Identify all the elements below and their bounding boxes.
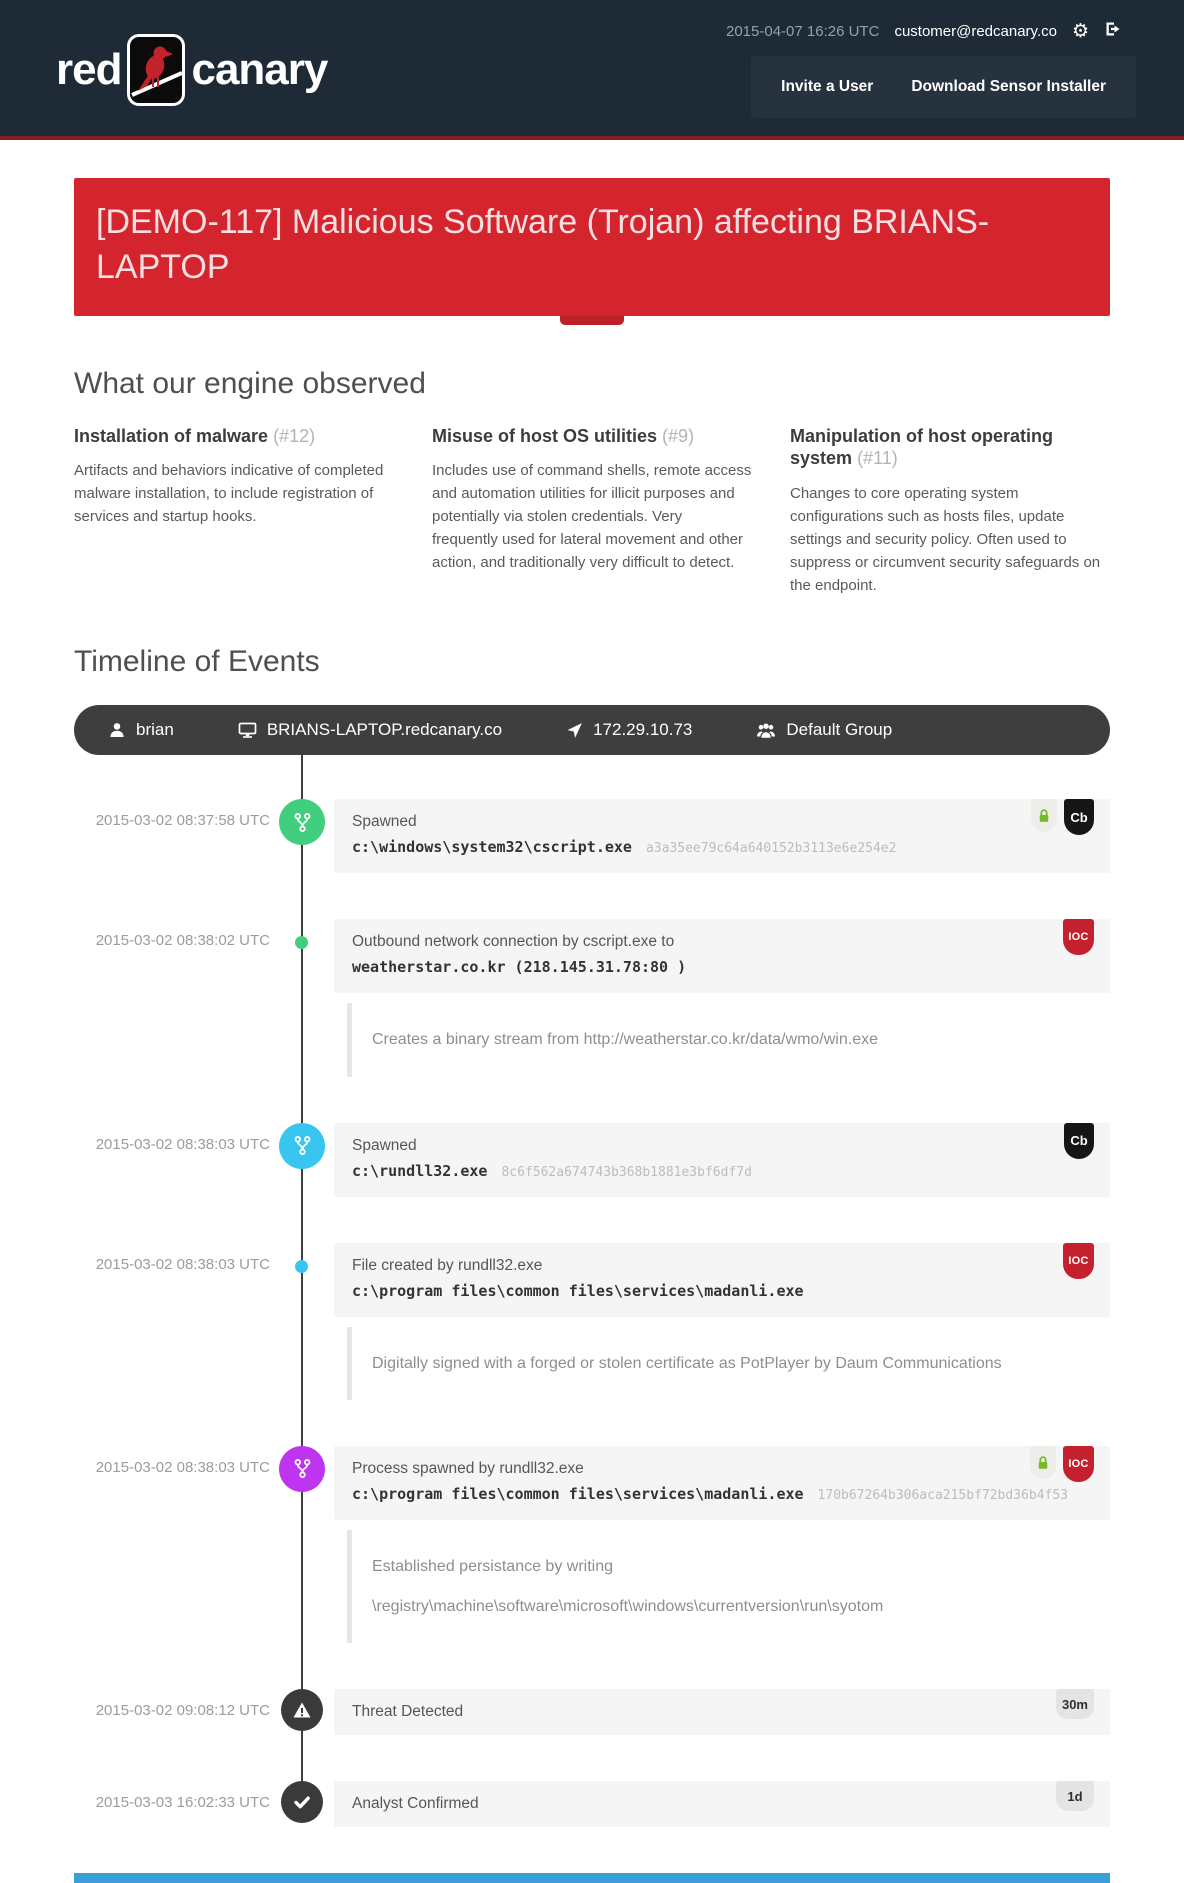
event-timestamp: 2015-03-02 08:37:58 UTC: [95, 812, 270, 830]
md5-hash: 170b67264b306aca215bf72bd36b4f53: [817, 1487, 1068, 1503]
event-timestamp: 2015-03-02 08:38:03 UTC: [95, 1458, 270, 1476]
host-ip: [566, 720, 692, 740]
event-card[interactable]: [334, 1781, 1110, 1827]
note-text: Creates a binary stream from http://weatherstar.co.kr/data/wmo/win.exe: [372, 1031, 878, 1049]
lock-icon: [1036, 807, 1052, 824]
timeline-event: [74, 1243, 1110, 1400]
analyst-note: [347, 1530, 1110, 1643]
detection-ref: (#11): [857, 448, 898, 469]
sign-out-icon[interactable]: [1104, 20, 1122, 42]
process-spawn-node-icon: [279, 1446, 325, 1492]
md5-hash: a3a35ee79c64a640152b3113e6e254e2: [645, 841, 897, 857]
timeline-event: [74, 1123, 1110, 1197]
event-title: Spawned: [352, 813, 417, 831]
event-title: Outbound network connection by cscript.exe to: [352, 933, 675, 951]
navbar-actions: [751, 56, 1136, 118]
event-card[interactable]: [334, 1446, 1110, 1520]
analyst-note: [347, 1003, 1110, 1076]
timeline-event: [74, 799, 1110, 873]
detection-installation-of-malware: [74, 425, 394, 598]
timeline-heading: Timeline of Events: [74, 645, 320, 679]
banner-collapse-handle[interactable]: [560, 316, 624, 325]
event-title: Analyst Confirmed: [352, 1795, 479, 1813]
host-ip-label: 172.29.10.73: [593, 720, 693, 740]
detection-title: Manipulation of host operating system (#11): [790, 425, 1053, 469]
note-text: Digitally signed with a forged or stolen certificate as PotPlayer by Daum Communications: [372, 1354, 1002, 1372]
logo-text-red: red: [56, 45, 122, 94]
isolation-lock-badge: [1030, 1446, 1056, 1479]
redcanary-logo[interactable]: [56, 34, 327, 106]
md5-hash: 8c6f562a674743b368b1881e3bf6df7d: [501, 1164, 752, 1180]
carbon-black-badge: Cb: [1064, 1123, 1094, 1159]
download-sensor-installer-button[interactable]: Download Sensor Installer: [911, 78, 1106, 95]
host-hostname: [238, 720, 502, 740]
ioc-badge: IOC: [1063, 1243, 1094, 1279]
host-group: [756, 720, 892, 740]
host-group-label: Default Group: [786, 720, 893, 740]
process-spawn-node-icon: [279, 1123, 325, 1169]
event-title: Threat Detected: [352, 1703, 464, 1721]
host-user-label: brian: [136, 720, 174, 740]
process-path: c:\program files\common files\services\madanli.exe: [352, 1484, 804, 1503]
detection-manipulation-of-host-os: [790, 425, 1110, 598]
event-timestamp: 2015-03-02 09:08:12 UTC: [95, 1702, 270, 1720]
account-email[interactable]: customer@redcanary.co: [894, 22, 1057, 40]
host-info-bar: [74, 705, 1110, 755]
detection-description: Artifacts and behaviors indicative of completed malware installation, to include registration of services and startup hooks.: [74, 462, 384, 526]
event-title: File created by rundll32.exe: [352, 1256, 543, 1274]
bottom-panel-edge: [74, 1873, 1110, 1883]
note-text: Established persistance by writing: [372, 1557, 614, 1575]
detection-misuse-of-host-os-utilities: [432, 425, 752, 598]
incident-title: [DEMO-117] Malicious Software (Trojan) affecting BRIANS-LAPTOP: [96, 203, 990, 286]
detection-columns: [74, 425, 1110, 598]
detection-description: Includes use of command shells, remote access and automation utilities for illicit purposes and potentially via stolen credentials. Very frequently used for lateral movement and other action, and traditionally very difficult to detect.: [432, 462, 752, 571]
process-spawn-node-icon: [279, 799, 325, 845]
event-timestamp: 2015-03-02 08:38:03 UTC: [95, 1255, 270, 1273]
elapsed-time-badge: 30m: [1056, 1689, 1094, 1719]
event-card[interactable]: [334, 799, 1110, 873]
file-path: c:\program files\common files\services\madanli.exe: [352, 1281, 804, 1300]
event-timestamp: 2015-03-02 08:38:02 UTC: [95, 932, 270, 950]
confirmed-check-node-icon: [281, 1781, 323, 1823]
canary-bird-icon: [127, 34, 185, 106]
detection-ref: (#12): [273, 425, 316, 446]
network-destination: weatherstar.co.kr (218.145.31.78:80 ): [352, 958, 687, 977]
lock-icon: [1035, 1454, 1051, 1471]
observed-heading: What our engine observed: [74, 366, 426, 400]
event-title: Process spawned by rundll32.exe: [352, 1459, 584, 1477]
host-user: [108, 720, 174, 740]
event-card[interactable]: [334, 919, 1110, 993]
file-event-dot: [295, 1260, 308, 1273]
timeline-event: [74, 1446, 1110, 1643]
carbon-black-badge: Cb: [1064, 799, 1094, 835]
logo-text-canary: canary: [191, 45, 328, 94]
threat-warning-node-icon: [281, 1689, 323, 1731]
isolation-lock-badge: [1031, 799, 1057, 832]
user-icon: [108, 721, 126, 739]
timeline-event: [74, 1781, 1110, 1827]
timeline-body: [74, 755, 1110, 1883]
timeline-event: [74, 1689, 1110, 1735]
event-timestamp: 2015-03-02 08:38:03 UTC: [95, 1135, 270, 1153]
timeline-event: [74, 919, 1110, 1076]
location-arrow-icon: [566, 722, 583, 739]
detection-title: Misuse of host OS utilities (#9): [432, 425, 695, 446]
invite-user-button[interactable]: Invite a User: [781, 78, 874, 95]
detection-title: Installation of malware (#12): [74, 425, 316, 446]
top-navbar: [0, 0, 1184, 140]
gear-icon[interactable]: ⚙: [1071, 19, 1089, 42]
current-time: 2015-04-07 16:26 UTC: [726, 22, 880, 40]
analyst-note: [347, 1327, 1110, 1400]
elapsed-time-badge: 1d: [1056, 1781, 1094, 1811]
note-text: \registry\machine\software\microsoft\windows\currentversion\run\syotom: [372, 1598, 884, 1615]
detection-ref: (#9): [662, 425, 695, 446]
host-hostname-label: BRIANS-LAPTOP.redcanary.co: [266, 720, 503, 740]
event-card[interactable]: [334, 1123, 1110, 1197]
event-timestamp: 2015-03-03 16:02:33 UTC: [95, 1794, 270, 1812]
process-path: c:\rundll32.exe: [352, 1161, 488, 1180]
ioc-badge: IOC: [1063, 919, 1094, 955]
incident-banner: [74, 178, 1110, 316]
event-card[interactable]: [334, 1243, 1110, 1317]
process-path: c:\windows\system32\cscript.exe: [352, 838, 632, 857]
monitor-icon: [238, 721, 257, 739]
ioc-badge: IOC: [1063, 1446, 1094, 1482]
event-card[interactable]: [334, 1689, 1110, 1735]
users-group-icon: [756, 722, 776, 739]
event-title: Spawned: [352, 1136, 417, 1154]
detection-description: Changes to core operating system configurations such as hosts files, update settings and security policy. Often used to suppress or circumvent security safeguards on the endpoint.: [790, 484, 1101, 594]
network-event-dot: [295, 936, 308, 949]
